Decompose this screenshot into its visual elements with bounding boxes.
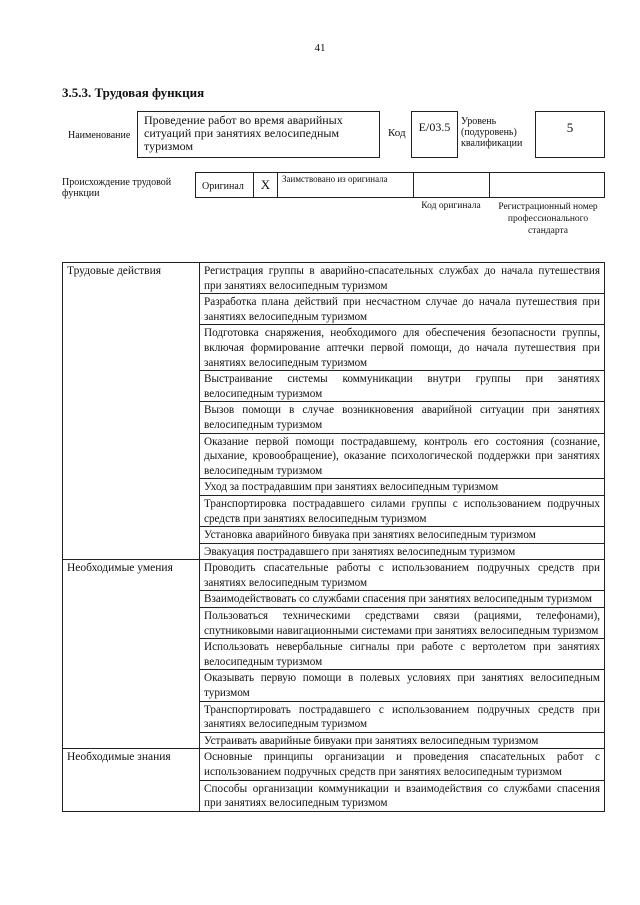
original-cell <box>196 173 254 197</box>
reg-number-cell <box>490 173 604 197</box>
item-cell: Транспортировка пострадавшего силами группы с использованием подручных средств при занятиях велосипедным туризмом <box>200 495 605 526</box>
item-cell: Устраивать аварийные бивуаки при занятиях велосипедным туризмом <box>200 732 605 749</box>
function-table <box>62 262 605 812</box>
item-cell: Выстраивание системы коммуникации внутри группы при занятиях велосипедным туризмом <box>200 371 605 402</box>
item-cell: Регистрация группы в аварийно-спасательных службах до начала путешествия при занятиях велосипедным туризмом <box>200 263 605 294</box>
borrowed-cell <box>278 173 414 197</box>
table-row <box>63 560 605 591</box>
level-value: 5 <box>566 120 574 135</box>
borrowed-label: Заимствовано из оригинала <box>282 174 388 184</box>
category-cell: Необходимые знания <box>63 749 200 811</box>
item-cell: Оказание первой помощи пострадавшему, контроль его состояния (сознание, дыхание, кровообращение), оказание психологической поддержки при занятиях велосипедным туризмом <box>200 433 605 479</box>
item-cell: Основные принципы организации и проведения спасательных работ с использованием подручных средств при занятиях велосипедным туризмом <box>200 749 605 780</box>
level-label: Уровень (подуровень) квалификации <box>461 116 523 149</box>
item-cell: Разработка плана действий при несчастном случае до начала путешествия при занятиях велосипедным туризмом <box>200 294 605 325</box>
item-cell: Установка аварийного бивуака при занятиях велосипедным туризмом <box>200 527 605 544</box>
original-mark: X <box>260 177 271 192</box>
item-cell: Вызов помощи в случае возникновения аварийной ситуации при занятиях велосипедным туризмом <box>200 402 605 433</box>
item-cell: Уход за пострадавшим при занятиях велосипедным туризмом <box>200 479 605 496</box>
original-mark-cell <box>254 173 278 197</box>
original-code-caption: Код оригинала <box>421 201 481 211</box>
original-label: Оригинал <box>202 181 244 192</box>
category-cell: Необходимые умения <box>63 560 200 749</box>
function-name-value: Проведение работ во время аварийных ситуаций при занятиях велосипедным туризмом <box>144 113 343 153</box>
category-cell: Трудовые действия <box>63 263 200 560</box>
item-cell: Транспортировать пострадавшего с использованием подручных средств при занятиях велосипедным туризмом <box>200 701 605 732</box>
item-cell: Использовать невербальные сигналы при работе с вертолетом при занятиях велосипедным туризмом <box>200 639 605 670</box>
origin-box <box>195 172 605 198</box>
item-cell: Проводить спасательные работы с использованием подручных средств при занятиях велосипедным туризмом <box>200 560 605 591</box>
level-box <box>535 111 605 158</box>
item-cell: Пользоваться техническими средствами связи (рациями, телефонами), спутниковыми навигационными системами при занятиях велосипедным туризмом <box>200 608 605 639</box>
item-cell: Взаимодействовать со службами спасения при занятиях велосипедным туризмом <box>200 591 605 608</box>
code-value: E/03.5 <box>418 120 451 134</box>
table-row <box>63 263 605 294</box>
origin-label: Происхождение трудовой функции <box>62 177 172 199</box>
page-number: 41 <box>314 42 326 54</box>
function-name-box <box>137 111 380 158</box>
code-box <box>411 111 458 158</box>
original-code-cell <box>414 173 490 197</box>
reg-number-caption: Регистрационный номер профессионального стандарта <box>498 202 598 236</box>
name-label: Наименование <box>68 130 131 141</box>
item-cell: Подготовка снаряжения, необходимого для обеспечения безопасности группы, включая формирование аптечки первой помощи, до начала путешествия при занятиях велосипедным туризмом <box>200 325 605 371</box>
item-cell: Способы организации коммуникации и взаимодействия со службами спасения при занятиях велосипедным туризмом <box>200 780 605 811</box>
item-cell: Оказывать первую помощи в полевых условиях при занятиях велосипедным туризмом <box>200 670 605 701</box>
section-title: 3.5.3. Трудовая функция <box>62 85 205 100</box>
code-label: Код <box>388 127 406 139</box>
table-row <box>63 749 605 780</box>
item-cell: Эвакуация пострадавшего при занятиях велосипедным туризмом <box>200 543 605 560</box>
